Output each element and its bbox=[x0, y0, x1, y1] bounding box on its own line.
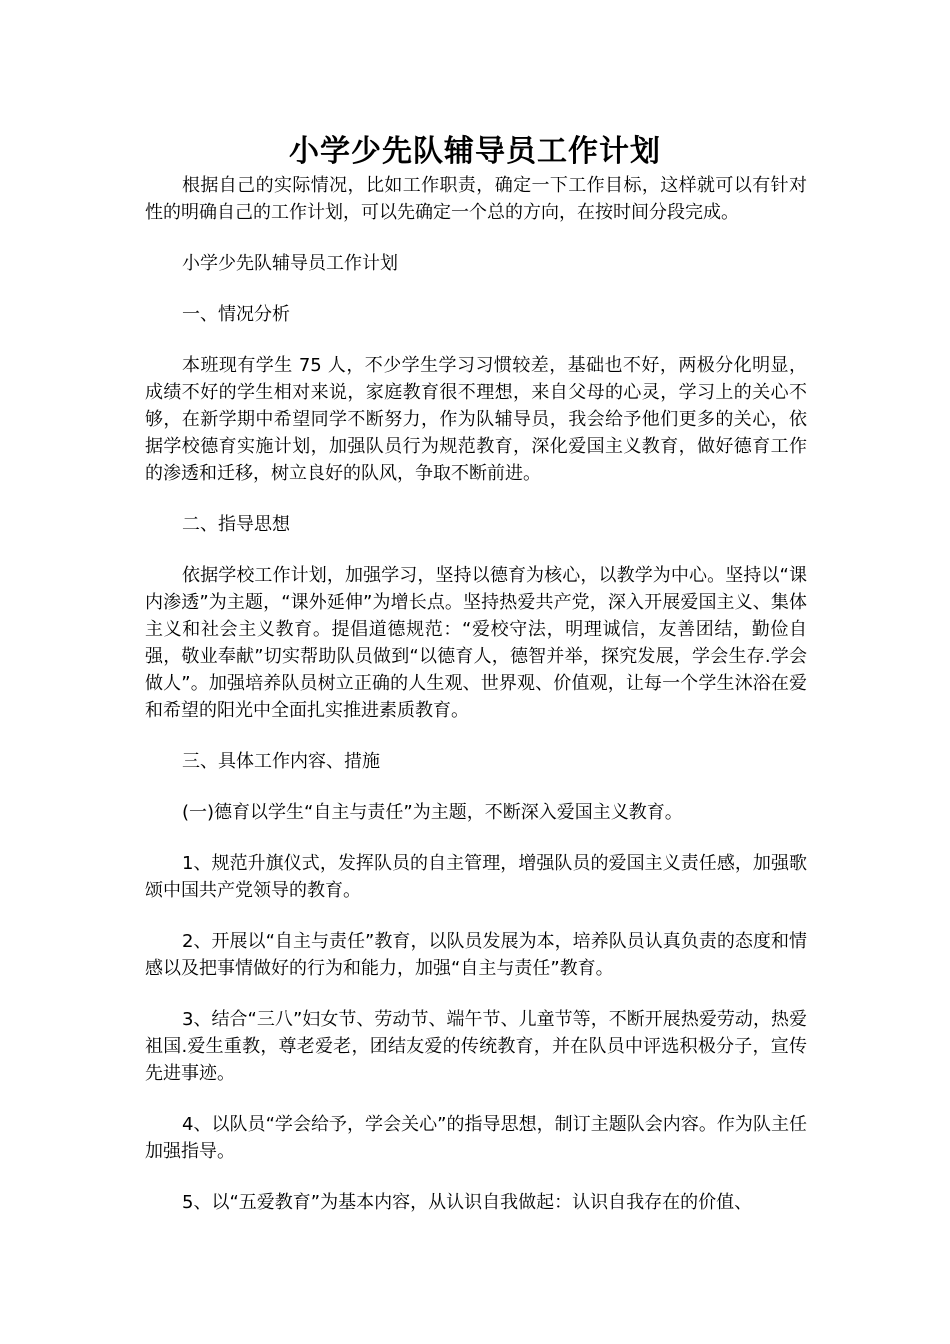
subtitle-paragraph: 小学少先队辅导员工作计划 bbox=[182, 253, 398, 274]
situation-paragraph: 本班现有学生 75 人，不少学生学习习惯较差，基础也不好，两极分化明显，成绩不好的学生相对来说，家庭教育很不理想，来自父母的心灵，学习上的关心不够，在新学期中希望同学不断努力，作为队辅导员，我会给予他们更多的关心，依据学校德育实施计划，加强队员行为规范教育，深化爱国主义教育，做好德育工作的渗透和迁移，树立良好的队风，争取不断前进。 bbox=[145, 355, 807, 484]
section-heading-measures: 三、具体工作内容、措施 bbox=[182, 751, 380, 772]
measure-item-3: 3、结合“三八”妇女节、劳动节、端午节、儿童节等，不断开展热爱劳动，热爱祖国.爱生重教，尊老爱老，团结友爱的传统教育，并在队员中评选积极分子，宣传先进事迹。 bbox=[145, 1009, 807, 1084]
guiding-paragraph: 依据学校工作计划，加强学习，坚持以德育为核心，以教学为中心。坚持以“课内渗透”为主题，“课外延伸”为增长点。坚持热爱共产党，深入开展爱国主义、集体主义和社会主义教育。提倡道德规范：“爱校守法，明理诚信，友善团结，勤俭自强，敬业奉献”切实帮助队员做到“以德育人，德智并举，探究发展，学会生存.学会做人”。加强培养队员树立正确的人生观、世界观、价值观，让每一个学生沐浴在爱和希望的阳光中全面扎实推进素质教育。 bbox=[145, 565, 807, 721]
measure-item-1: 1、规范升旗仪式，发挥队员的自主管理，增强队员的爱国主义责任感，加强歌颂中国共产党领导的教育。 bbox=[145, 853, 807, 901]
section-heading-situation: 一、情况分析 bbox=[182, 304, 290, 325]
measures-subheading: (一)德育以学生“自主与责任”为主题，不断深入爱国主义教育。 bbox=[182, 802, 683, 823]
document-title: 小学少先队辅导员工作计划 bbox=[289, 134, 661, 169]
measure-item-4: 4、以队员“学会给予，学会关心”的指导思想，制订主题队会内容。作为队主任加强指导。 bbox=[145, 1114, 807, 1162]
document-body bbox=[145, 172, 807, 1240]
measure-item-5: 5、以“五爱教育”为基本内容，从认识自我做起：认识自我存在的价值、 bbox=[182, 1192, 753, 1213]
intro-paragraph: 根据自己的实际情况，比如工作职责，确定一下工作目标，这样就可以有针对性的明确自己的工作计划，可以先确定一个总的方向，在按时间分段完成。 bbox=[145, 175, 807, 223]
section-heading-guiding: 二、指导思想 bbox=[182, 514, 290, 535]
measure-item-2: 2、开展以“自主与责任”教育，以队员发展为本，培养队员认真负责的态度和情感以及把事情做好的行为和能力，加强“自主与责任”教育。 bbox=[145, 931, 807, 979]
